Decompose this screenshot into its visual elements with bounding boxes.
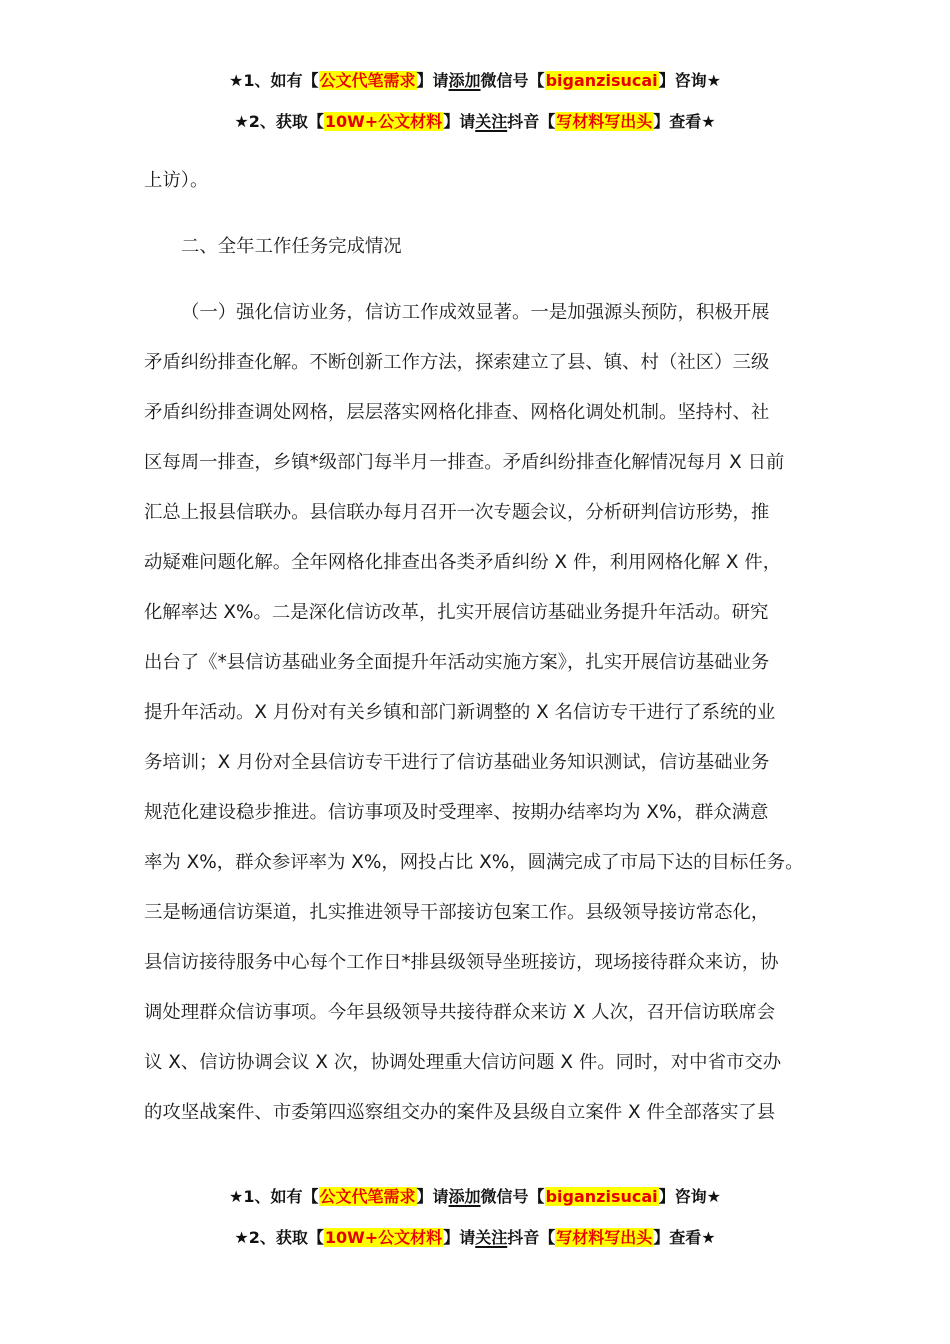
promo-underlined: 添加 <box>448 71 481 90</box>
header-promo-line-1 <box>0 70 950 92</box>
promo-text: 】请 <box>443 1228 476 1247</box>
promo-text: 抖音【 <box>507 1228 556 1247</box>
paragraph-line: 调处理群众信访事项。今年县级领导共接待群众来访 X 人次，召开信访联席会 <box>144 1002 776 1023</box>
footer-promo-line-2 <box>0 1227 950 1249</box>
promo-highlight: 10W+公文材料 <box>324 1228 443 1247</box>
paragraph-line: 县信访接待服务中心每个工作日*排县级领导坐班接访，现场接待群众来访，协 <box>144 952 779 973</box>
promo-suffix: 】咨询★ <box>658 71 721 90</box>
promo-prefix: ★2、获取【 <box>234 1228 324 1247</box>
footer-promo-line-1 <box>0 1186 950 1208</box>
paragraph-line: 上访）。 <box>144 170 209 191</box>
paragraph-line: 汇总上报县信联办。县信联办每月召开一次专题会议，分析研判信访形势，推 <box>144 502 770 523</box>
section-heading: 二、全年工作任务完成情况 <box>181 236 402 257</box>
paragraph-line: 出台了《*县信访基础业务全面提升年活动实施方案》，扎实开展信访基础业务 <box>144 652 770 673</box>
paragraph-line: 议 X、信访协调会议 X 次，协调处理重大信访问题 X 件。同时，对中省市交办 <box>144 1052 782 1073</box>
promo-suffix: 】查看★ <box>653 112 716 131</box>
header-promo-line-2 <box>0 111 950 133</box>
promo-prefix: ★2、获取【 <box>234 112 324 131</box>
promo-douyin-id: 写材料写出头 <box>556 112 653 131</box>
promo-suffix: 】咨询★ <box>658 1187 721 1206</box>
paragraph-line: 率为 X%，群众参评率为 X%，网投占比 X%，圆满完成了市局下达的目标任务。 <box>144 852 804 873</box>
paragraph-line: 三是畅通信访渠道，扎实推进领导干部接访包案工作。县级领导接访常态化， <box>144 902 770 923</box>
paragraph-line: 的攻坚战案件、市委第四巡察组交办的案件及县级自立案件 X 件全部落实了县 <box>144 1102 776 1123</box>
promo-text: 抖音【 <box>507 112 556 131</box>
promo-wechat-id: biganzisucai <box>545 1187 658 1206</box>
promo-text: 】请 <box>416 1187 449 1206</box>
paragraph-line: 区每周一排查，乡镇*级部门每半月一排查。矛盾纠纷排查化解情况每月 X 日前 <box>144 452 785 473</box>
promo-text: 微信号【 <box>480 71 545 90</box>
promo-text: 】请 <box>443 112 476 131</box>
paragraph-line: 提升年活动。X 月份对有关乡镇和部门新调整的 X 名信访专干进行了系统的业 <box>144 702 776 723</box>
promo-text: 】请 <box>416 71 449 90</box>
promo-text: 微信号【 <box>480 1187 545 1206</box>
promo-underlined: 关注 <box>475 1228 508 1247</box>
promo-wechat-id: biganzisucai <box>545 71 658 90</box>
promo-underlined: 关注 <box>475 112 508 131</box>
promo-highlight: 公文代笔需求 <box>319 1187 416 1206</box>
promo-underlined: 添加 <box>448 1187 481 1206</box>
promo-prefix: ★1、如有【 <box>229 1187 319 1206</box>
document-body <box>144 156 808 1138</box>
paragraph-line: 矛盾纠纷排查调处网格，层层落实网格化排查、网格化调处机制。坚持村、社 <box>144 402 770 423</box>
paragraph-line: （一）强化信访业务，信访工作成效显著。一是加强源头预防，积极开展 <box>181 302 770 323</box>
paragraph-line: 矛盾纠纷排查化解。不断创新工作方法，探索建立了县、镇、村（社区）三级 <box>144 352 770 373</box>
paragraph-line: 化解率达 X%。二是深化信访改革，扎实开展信访基础业务提升年活动。研究 <box>144 602 769 623</box>
promo-suffix: 】查看★ <box>653 1228 716 1247</box>
paragraph-line: 动疑难问题化解。全年网格化排查出各类矛盾纠纷 X 件，利用网格化解 X 件， <box>144 552 782 573</box>
promo-prefix: ★1、如有【 <box>229 71 319 90</box>
paragraph-line: 务培训；X 月份对全县信访专干进行了信访基础业务知识测试，信访基础业务 <box>144 752 770 773</box>
promo-highlight: 10W+公文材料 <box>324 112 443 131</box>
promo-highlight: 公文代笔需求 <box>319 71 416 90</box>
promo-douyin-id: 写材料写出头 <box>556 1228 653 1247</box>
paragraph-line: 规范化建设稳步推进。信访事项及时受理率、按期办结率均为 X%，群众满意 <box>144 802 769 823</box>
